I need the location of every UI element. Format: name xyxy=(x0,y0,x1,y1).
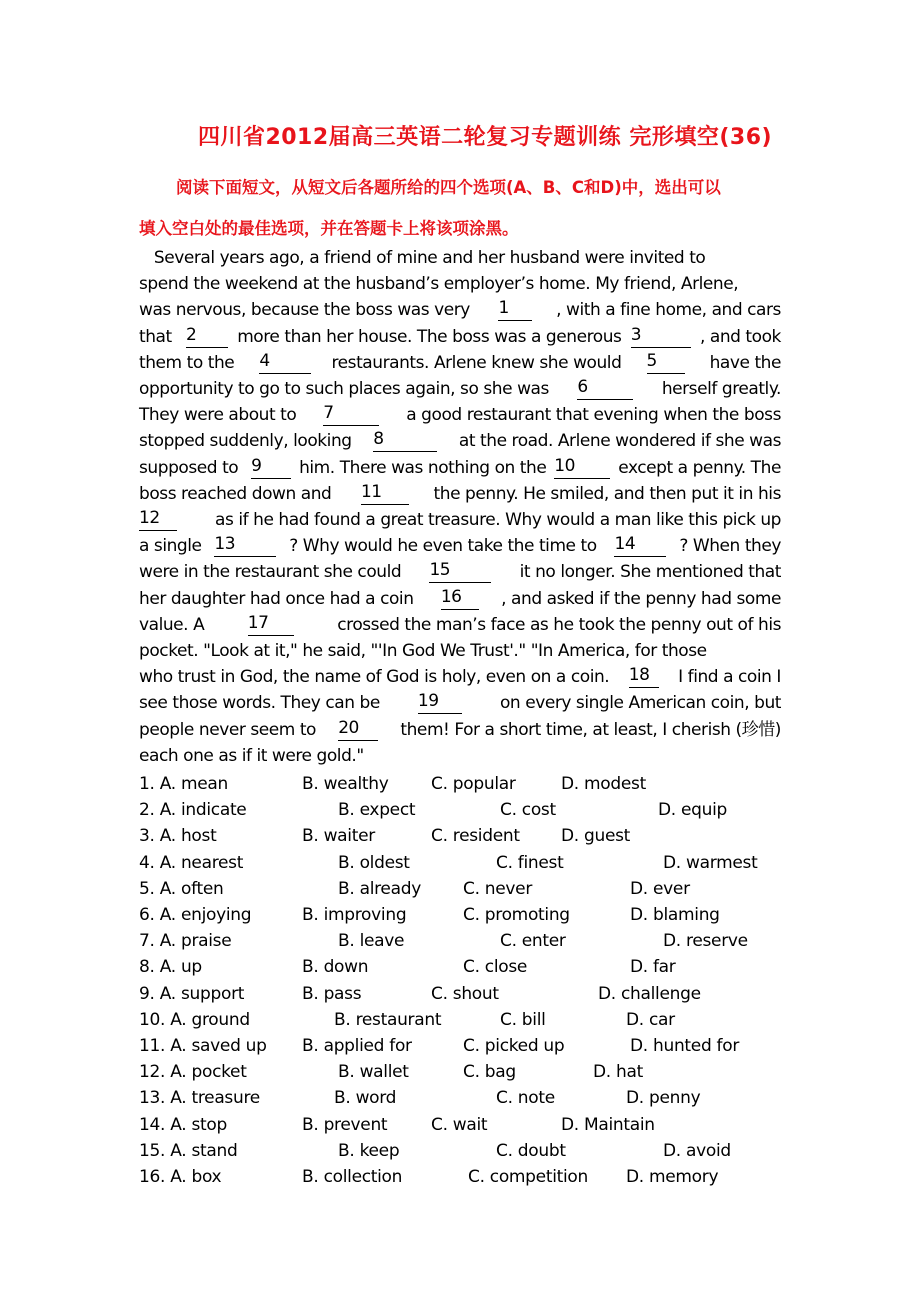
option-14-d: D. Maintain xyxy=(561,1114,655,1135)
option-15-c: C. doubt xyxy=(496,1140,566,1161)
passage-text: on every single American coin, but xyxy=(495,693,781,714)
option-13-a: 13. A. treasure xyxy=(139,1088,260,1109)
passage-text: that xyxy=(139,326,177,347)
passage-text: her daughter had once had a coin xyxy=(139,588,419,609)
passage-text: crossed the man’s face as he took the penny out of his xyxy=(332,614,781,635)
option-12-a: 12. A. pocket xyxy=(139,1062,247,1083)
blank-1: 1 xyxy=(498,299,532,321)
option-1-d: D. modest xyxy=(561,774,646,794)
blank-7: 7 xyxy=(323,404,379,426)
option-4-b: B. oldest xyxy=(338,852,410,873)
option-16-d: D. memory xyxy=(626,1167,719,1187)
option-14-a: 14. A. stop xyxy=(139,1114,227,1135)
passage-text: Several years ago, a friend of mine and her husband were invited to xyxy=(139,248,706,268)
option-13-d: D. penny xyxy=(626,1088,701,1109)
option-6-b: B. improving xyxy=(302,905,407,925)
option-9-b: B. pass xyxy=(302,983,362,1004)
passage-text: spend the weekend at the husband’s employer’s home. My friend, Arlene, xyxy=(139,274,739,295)
passage-text: have the xyxy=(704,352,781,373)
passage-text: them to the xyxy=(139,352,240,373)
option-12-c: C. bag xyxy=(463,1062,516,1083)
blank-8: 8 xyxy=(373,430,437,452)
passage-text: restaurants. Arlene knew she would xyxy=(331,352,627,373)
option-2-c: C. cost xyxy=(500,800,556,821)
blank-20: 20 xyxy=(338,719,378,741)
blank-18: 18 xyxy=(629,666,659,688)
option-4-d: D. warmest xyxy=(663,852,758,873)
passage-text: , with a fine home, and cars xyxy=(556,300,781,321)
passage-text: at the road. Arlene wondered if she was xyxy=(458,431,781,452)
blank-10: 10 xyxy=(554,457,610,479)
page-title: 四川省2012届高三英语二轮复习专题训练 完形填空(36) xyxy=(197,125,773,150)
passage-line xyxy=(139,561,781,583)
blank-6: 6 xyxy=(577,378,633,400)
passage-text: stopped suddenly, looking xyxy=(139,431,352,452)
passage-line xyxy=(139,483,781,505)
passage-line xyxy=(139,299,781,321)
passage-text: were in the restaurant she could xyxy=(139,562,402,583)
option-14-b: B. prevent xyxy=(302,1114,388,1135)
option-8-a: 8. A. up xyxy=(139,957,202,978)
passage-line xyxy=(139,719,781,741)
passage-line xyxy=(139,535,781,557)
option-8-b: B. down xyxy=(302,957,369,978)
passage-text: supposed to xyxy=(139,457,244,478)
passage-line xyxy=(139,352,781,374)
option-1-b: B. wealthy xyxy=(302,774,389,794)
passage-line xyxy=(139,378,781,400)
passage-line xyxy=(139,273,781,295)
passage-text: it no longer. She mentioned that xyxy=(519,562,781,583)
blank-11: 11 xyxy=(361,483,409,505)
option-16-c: C. competition xyxy=(468,1167,588,1187)
passage-text: , and took xyxy=(699,326,781,347)
option-1-a: 1. A. mean xyxy=(139,774,228,794)
option-15-d: D. avoid xyxy=(663,1140,731,1161)
passage-text: pocket. "Look at it," he said, "'In God We Trust'." "In America, for those xyxy=(139,641,707,661)
option-4-c: C. finest xyxy=(496,852,564,873)
instructions-line-1: 阅读下面短文，从短文后各题所给的四个选项(A、B、C和D)中，选出可以 xyxy=(176,178,721,197)
blank-13: 13 xyxy=(214,535,276,557)
passage-line xyxy=(139,614,781,636)
option-1-c: C. popular xyxy=(431,774,516,794)
option-11-c: C. picked up xyxy=(463,1036,565,1056)
option-16-a: 16. A. box xyxy=(139,1167,222,1187)
passage-text: ? Why would he even take the time to xyxy=(289,536,602,557)
option-4-a: 4. A. nearest xyxy=(139,852,244,873)
option-2-d: D. equip xyxy=(658,800,728,821)
passage-line xyxy=(139,588,781,610)
passage-text: more than her house. The boss was a generous xyxy=(237,326,622,347)
passage-text: was nervous, because the boss was very xyxy=(139,300,475,321)
option-9-d: D. challenge xyxy=(598,983,701,1004)
option-3-c: C. resident xyxy=(431,826,520,847)
option-10-a: 10. A. ground xyxy=(139,1009,250,1030)
option-10-c: C. bill xyxy=(500,1009,546,1030)
blank-14: 14 xyxy=(614,535,666,557)
blank-15: 15 xyxy=(429,561,491,583)
option-6-a: 6. A. enjoying xyxy=(139,905,252,925)
option-14-c: C. wait xyxy=(431,1114,488,1135)
passage-line xyxy=(139,745,781,767)
passage-text: herself greatly. xyxy=(661,379,781,399)
option-16-b: B. collection xyxy=(302,1167,403,1187)
option-8-c: C. close xyxy=(463,957,528,978)
blank-3: 3 xyxy=(631,326,691,348)
passage-line xyxy=(139,509,781,531)
option-3-d: D. guest xyxy=(561,826,631,847)
passage-line xyxy=(139,640,781,662)
option-5-b: B. already xyxy=(338,878,421,899)
option-5-c: C. never xyxy=(463,878,533,899)
passage-text: boss reached down and xyxy=(139,483,337,504)
option-9-c: C. shout xyxy=(431,983,499,1004)
option-13-b: B. word xyxy=(334,1088,397,1109)
option-11-b: B. applied for xyxy=(302,1036,412,1056)
passage-text: see those words. They can be xyxy=(139,693,385,714)
passage-text: ? When they xyxy=(679,536,781,557)
option-2-b: B. expect xyxy=(338,800,416,821)
option-6-c: C. promoting xyxy=(463,905,570,925)
passage-line xyxy=(139,404,781,426)
option-9-a: 9. A. support xyxy=(139,983,245,1004)
passage-line xyxy=(139,666,781,688)
passage-text: him. There was nothing on the xyxy=(299,457,547,478)
option-12-b: B. wallet xyxy=(338,1062,409,1083)
blank-2: 2 xyxy=(186,326,228,348)
option-11-a: 11. A. saved up xyxy=(139,1036,267,1056)
option-7-d: D. reserve xyxy=(663,931,748,952)
passage-line xyxy=(139,430,781,452)
option-11-d: D. hunted for xyxy=(630,1036,740,1056)
passage-text: people never seem to xyxy=(139,719,321,740)
option-6-d: D. blaming xyxy=(630,905,720,925)
passage-text: I find a coin I xyxy=(673,667,781,688)
blank-5: 5 xyxy=(647,352,685,374)
blank-16: 16 xyxy=(441,588,479,610)
passage-text: They were about to xyxy=(139,405,297,426)
option-15-a: 15. A. stand xyxy=(139,1140,238,1161)
passage-line xyxy=(139,326,781,348)
passage-text: who trust in God, the name of God is holy, even on a coin. xyxy=(139,667,615,688)
option-7-c: C. enter xyxy=(500,931,566,952)
blank-19: 19 xyxy=(418,692,462,714)
passage-text: each one as if it were gold." xyxy=(139,745,364,766)
passage-text: them! For a short time, at least, I cherish (珍惜) xyxy=(395,719,781,740)
instructions-line-2: 填入空白处的最佳选项，并在答题卡上将该项涂黑。 xyxy=(139,219,519,238)
passage-text: value. A xyxy=(139,614,210,635)
passage-line xyxy=(139,247,781,269)
blank-9: 9 xyxy=(251,457,291,479)
passage-text: , and asked if the penny had some xyxy=(501,588,781,609)
passage-text: the penny. He smiled, and then put it in his xyxy=(433,483,781,504)
passage-text: as if he had found a great treasure. Why would a man like this pick up xyxy=(215,510,781,530)
blank-4: 4 xyxy=(259,352,311,374)
option-2-a: 2. A. indicate xyxy=(139,800,247,821)
passage-line xyxy=(139,692,781,714)
passage-text: except a penny. The xyxy=(618,457,781,478)
option-10-b: B. restaurant xyxy=(334,1009,442,1030)
option-5-a: 5. A. often xyxy=(139,878,224,899)
option-8-d: D. far xyxy=(630,957,676,978)
option-15-b: B. keep xyxy=(338,1140,400,1161)
option-7-a: 7. A. praise xyxy=(139,931,232,952)
option-5-d: D. ever xyxy=(630,878,690,899)
option-10-d: D. car xyxy=(626,1009,675,1030)
option-7-b: B. leave xyxy=(338,931,405,952)
blank-17: 17 xyxy=(248,614,294,636)
blank-12: 12 xyxy=(139,509,177,531)
passage-text: a good restaurant that evening when the boss xyxy=(406,405,781,426)
option-3-a: 3. A. host xyxy=(139,826,217,847)
option-12-d: D. hat xyxy=(593,1062,643,1083)
passage-line xyxy=(139,457,781,479)
passage-text: opportunity to go to such places again, so she was xyxy=(139,379,549,399)
passage-text: a single xyxy=(139,536,202,557)
option-13-c: C. note xyxy=(496,1088,555,1109)
option-3-b: B. waiter xyxy=(302,826,375,847)
